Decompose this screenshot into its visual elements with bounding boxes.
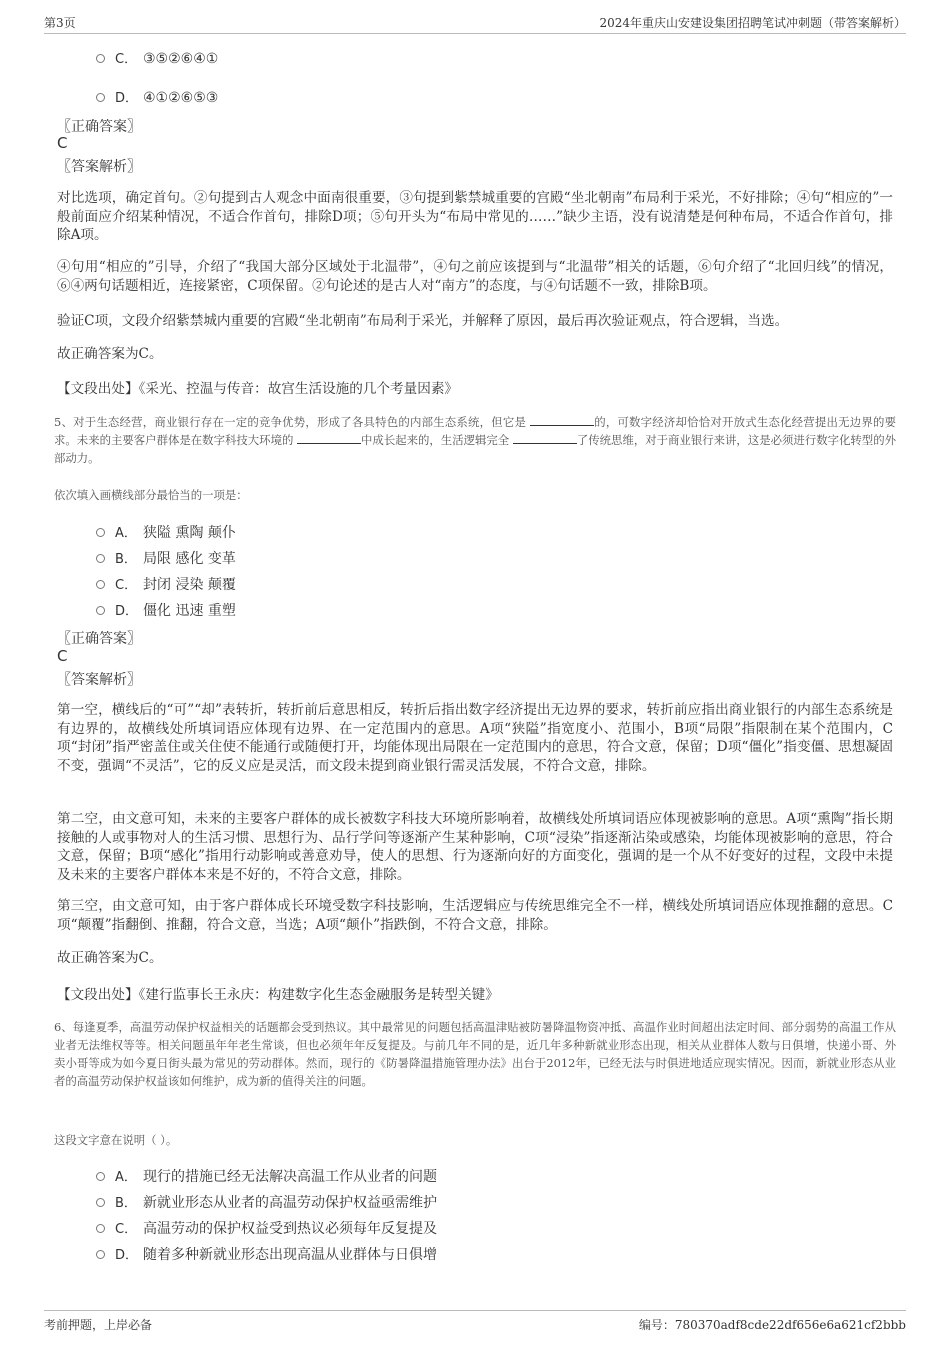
option-c[interactable]: C． ③⑤②⑥④① [96,48,218,68]
document-title: 2024年重庆山安建设集团招聘笔试冲刺题（带答案解析） [599,16,906,30]
header-divider [44,33,906,34]
option-d[interactable]: D． ④①②⑥⑤③ [96,87,218,107]
analysis-paragraph: 对比选项，确定首句。②句提到古人观念中面南很重要，③句提到紫禁城重要的宫殿“坐北朝南”布局利于采光，不好排除；④句“相应的”一般前面应介绍某种情况，不适合作首句，排除D项；⑤句开头为“布局中常见的……”缺少主语，没有说清楚是何种布局，不适合作首句，排除A项。 [57,190,893,243]
blank-line [530,413,594,426]
source-citation: 【文段出处】《建行监事长王永庆：构建数字化生态金融服务是转型关键》 [57,987,499,1003]
question-stem: 5、对于生态经营，商业银行存在一定的竞争优势，形成了各具特色的内部生态系统，但它是 的，可数字经济却恰恰对开放式生态化经营提出无边界的要求。未来的主要客户群体是在数字科技大环境的 中成长起来的，生活逻辑完全 了传统思维，对于商业银行来讲，这是必须进行数字化转型的外部动力。 [54,415,897,465]
analysis-paragraph: 第一空，横线后的“可”“却”表转折，转折前后意思相反，转折后指出数字经济提出无边界的要求，转折前应指出商业银行的内部生态系统是有边界的，故横线处所填词语应体现有边界、在一定范围内的意思。A项“狭隘”指宽度小、范围小，B项“局限”指限制在某个范围内，C项“封闭”指严密盖住或关住使不能通行或随便打开，均能体现出局限在一定范围内的意思，符合文意，保留；D项“僵化”指变僵、思想凝固不变，强调“不灵活”，它的反义应是灵活，而文段未提到商业银行需灵活发展，不符合文意，排除。 [57,702,893,774]
document-id: 编号：780370adf8cde22df656e6a621cf2bbb [638,1318,906,1332]
radio-icon[interactable] [96,1198,105,1207]
source-citation: 【文段出处】《采光、控温与传音：故宫生活设施的几个考量因素》 [57,381,459,397]
analysis-paragraph: ④句用“相应的”引导，介绍了“我国大部分区域处于北温带”，④句之前应该提到与“北温带”相关的话题，⑥句介绍了“北回归线”的情况，⑥④两句话题相近，连接紧密，C项保留。②句论述的是古人对“南方”的态度，与④句话题不一致，排除B项。 [57,259,893,294]
option-b[interactable]: B． 新就业形态从业者的高温劳动保护权益亟需维护 [96,1192,437,1212]
footer-slogan: 考前押题，上岸必备 [44,1318,153,1332]
analysis-conclusion: 故正确答案为C。 [57,346,163,362]
answer-label: 〖正确答案〗 [57,119,141,135]
analysis-paragraph: 第二空，由文意可知，未来的主要客户群体的成长被数字科技大环境所影响着，故横线处所填词语应体现被影响的意思。A项“熏陶”指长期接触的人或事物对人的生活习惯、思想行为、品行学问等逐渐产生某种影响，C项“浸染”指逐渐沾染或感染，均能体现被影响的意思，符合文意，保留；B项“感化”指用行动影响或善意劝导，使人的思想、行为逐渐向好的方面变化，强调的是一个从不好变好的过程，文段中未提及未来的主要客户群体本来是不好的，不符合文意，排除。 [57,811,893,883]
blank-line [513,431,577,444]
radio-icon[interactable] [96,580,105,589]
option-b[interactable]: B． 局限 感化 变革 [96,548,236,568]
radio-icon[interactable] [96,93,105,102]
question-stem: 6、每逢夏季，高温劳动保护权益相关的话题都会受到热议。其中最常见的问题包括高温津贴被防暑降温物资冲抵、高温作业时间超出法定时间、部分弱势的高温工作从业者无法维权等等。相关问题虽年年老生常谈，但也必须年年反复提及。与前几年不同的是，近几年多种新就业形态出现，相关从业群体人数与日俱增，快递小哥、外卖小哥等成为如今夏日街头最为常见的劳动群体。然而，现行的《防暑降温措施管理办法》出台于2012年，已经无法与时俱进地适应现实情况。因而，新就业形态从业者的高温劳动保护权益该如何维护，成为新的值得关注的问题。 [54,1020,896,1088]
radio-icon[interactable] [96,1224,105,1233]
answer-label: 〖正确答案〗 [57,631,141,647]
option-a[interactable]: A． 狭隘 熏陶 颠仆 [96,522,236,542]
footer-divider [44,1310,906,1311]
option-d[interactable]: D． 僵化 迅速 重塑 [96,600,236,620]
radio-icon[interactable] [96,1172,105,1181]
answer-value: C [57,134,68,152]
question-prompt: 这段文字意在说明（ ）。 [54,1133,178,1147]
analysis-paragraph: 第三空，由文意可知，由于客户群体成长环境受数字科技影响，生活逻辑应与传统思维完全不一样，横线处所填词语应体现推翻的意思。C项“颠覆”指翻倒、推翻，符合文意，当选；A项“颠仆”指跌倒，不符合文意，排除。 [57,898,893,933]
option-c[interactable]: C． 封闭 浸染 颠覆 [96,574,236,594]
analysis-paragraph: 验证C项，文段介绍紫禁城内重要的宫殿“坐北朝南”布局利于采光，并解释了原因，最后再次验证观点，符合逻辑，当选。 [57,313,789,329]
answer-value: C [57,647,68,665]
analysis-conclusion: 故正确答案为C。 [57,950,163,966]
option-d[interactable]: D． 随着多种新就业形态出现高温从业群体与日俱增 [96,1244,437,1264]
option-c[interactable]: C． 高温劳动的保护权益受到热议必须每年反复提及 [96,1218,437,1238]
blank-line [297,431,361,444]
analysis-label: 〖答案解析〗 [57,159,141,175]
analysis-label: 〖答案解析〗 [57,672,141,688]
page-number: 第3页 [44,16,76,30]
radio-icon[interactable] [96,54,105,63]
radio-icon[interactable] [96,1250,105,1259]
option-a[interactable]: A． 现行的措施已经无法解决高温工作从业者的问题 [96,1166,437,1186]
radio-icon[interactable] [96,528,105,537]
radio-icon[interactable] [96,554,105,563]
radio-icon[interactable] [96,606,105,615]
question-prompt: 依次填入画横线部分最恰当的一项是： [54,488,248,502]
